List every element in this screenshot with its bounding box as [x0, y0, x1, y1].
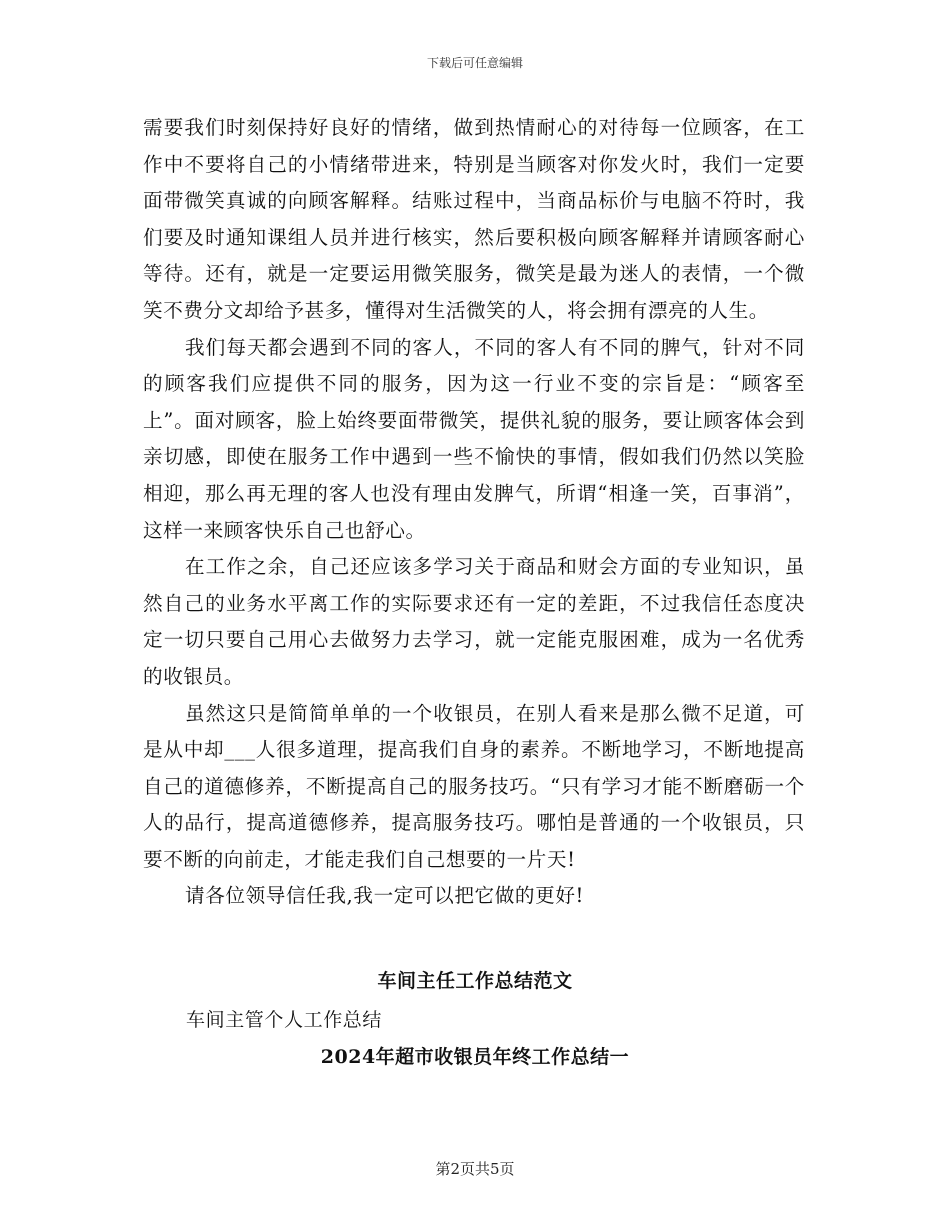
paragraph-2: 我们每天都会遇到不同的客人，不同的客人有不同的脾气，针对不同的顾客我们应提供不同的服务，因为这一行业不变的宗旨是：“顾客至上”。面对顾客，脸上始终要面带微笑，提供礼貌的服务，要让顾客体会到亲切感，即使在服务工作中遇到一些不愉快的事情，假如我们仍然以笑脸相迎，那么再无理的客人也没有理由发脾气，所谓“相逢一笑，百事消”，这样一来顾客快乐自己也舒心。 [143, 335, 805, 542]
section-subtitle: 车间主管个人工作总结 [186, 1009, 383, 1031]
section-title: 车间主任工作总结范文 [377, 970, 573, 992]
paragraph-3: 在工作之余，自己还应该多学习关于商品和财会方面的专业知识，虽然自己的业务水平离工作的实际要求还有一定的差距，不过我信任态度决定一切只要自己用心去做努力去学习，就一定能克服困难，成为一名优秀的收银员。 [143, 555, 805, 688]
paragraph-4: 虽然这只是简简单单的一个收银员，在别人看来是那么微不足道，可是从中却___人很多道理，提高我们自身的素养。不断地学习，不断地提高自己的道德修养，不断提高自己的服务技巧。“只有学习才能不断磨砺一个人的品行，提高道德修养，提高服务技巧。哪怕是普通的一个收银员，只要不断的向前走，才能走我们自己想要的一片天! [143, 701, 805, 871]
paragraph-1: 需要我们时刻保持好良好的情绪，做到热情耐心的对待每一位顾客，在工作中不要将自己的小情绪带进来，特别是当顾客对你发火时，我们一定要面带微笑真诚的向顾客解释。结账过程中，当商品标价与电脑不符时，我们要及时通知课组人员并进行核实，然后要积极向顾客解释并请顾客耐心等待。还有，就是一定要运用微笑服务，微笑是最为迷人的表情，一个微笑不费分文却给予甚多，懂得对生活微笑的人，将会拥有漂亮的人生。 [143, 116, 805, 322]
paragraph-5: 请各位领导信任我,我一定可以把它做的更好! [185, 884, 584, 908]
page-number: 第2页共5页 [435, 1160, 515, 1178]
document-body [143, 110, 805, 915]
next-document-title: 2024年超市收银员年终工作总结一 [320, 1046, 630, 1068]
page-header: 下载后可任意编辑 [426, 56, 523, 70]
